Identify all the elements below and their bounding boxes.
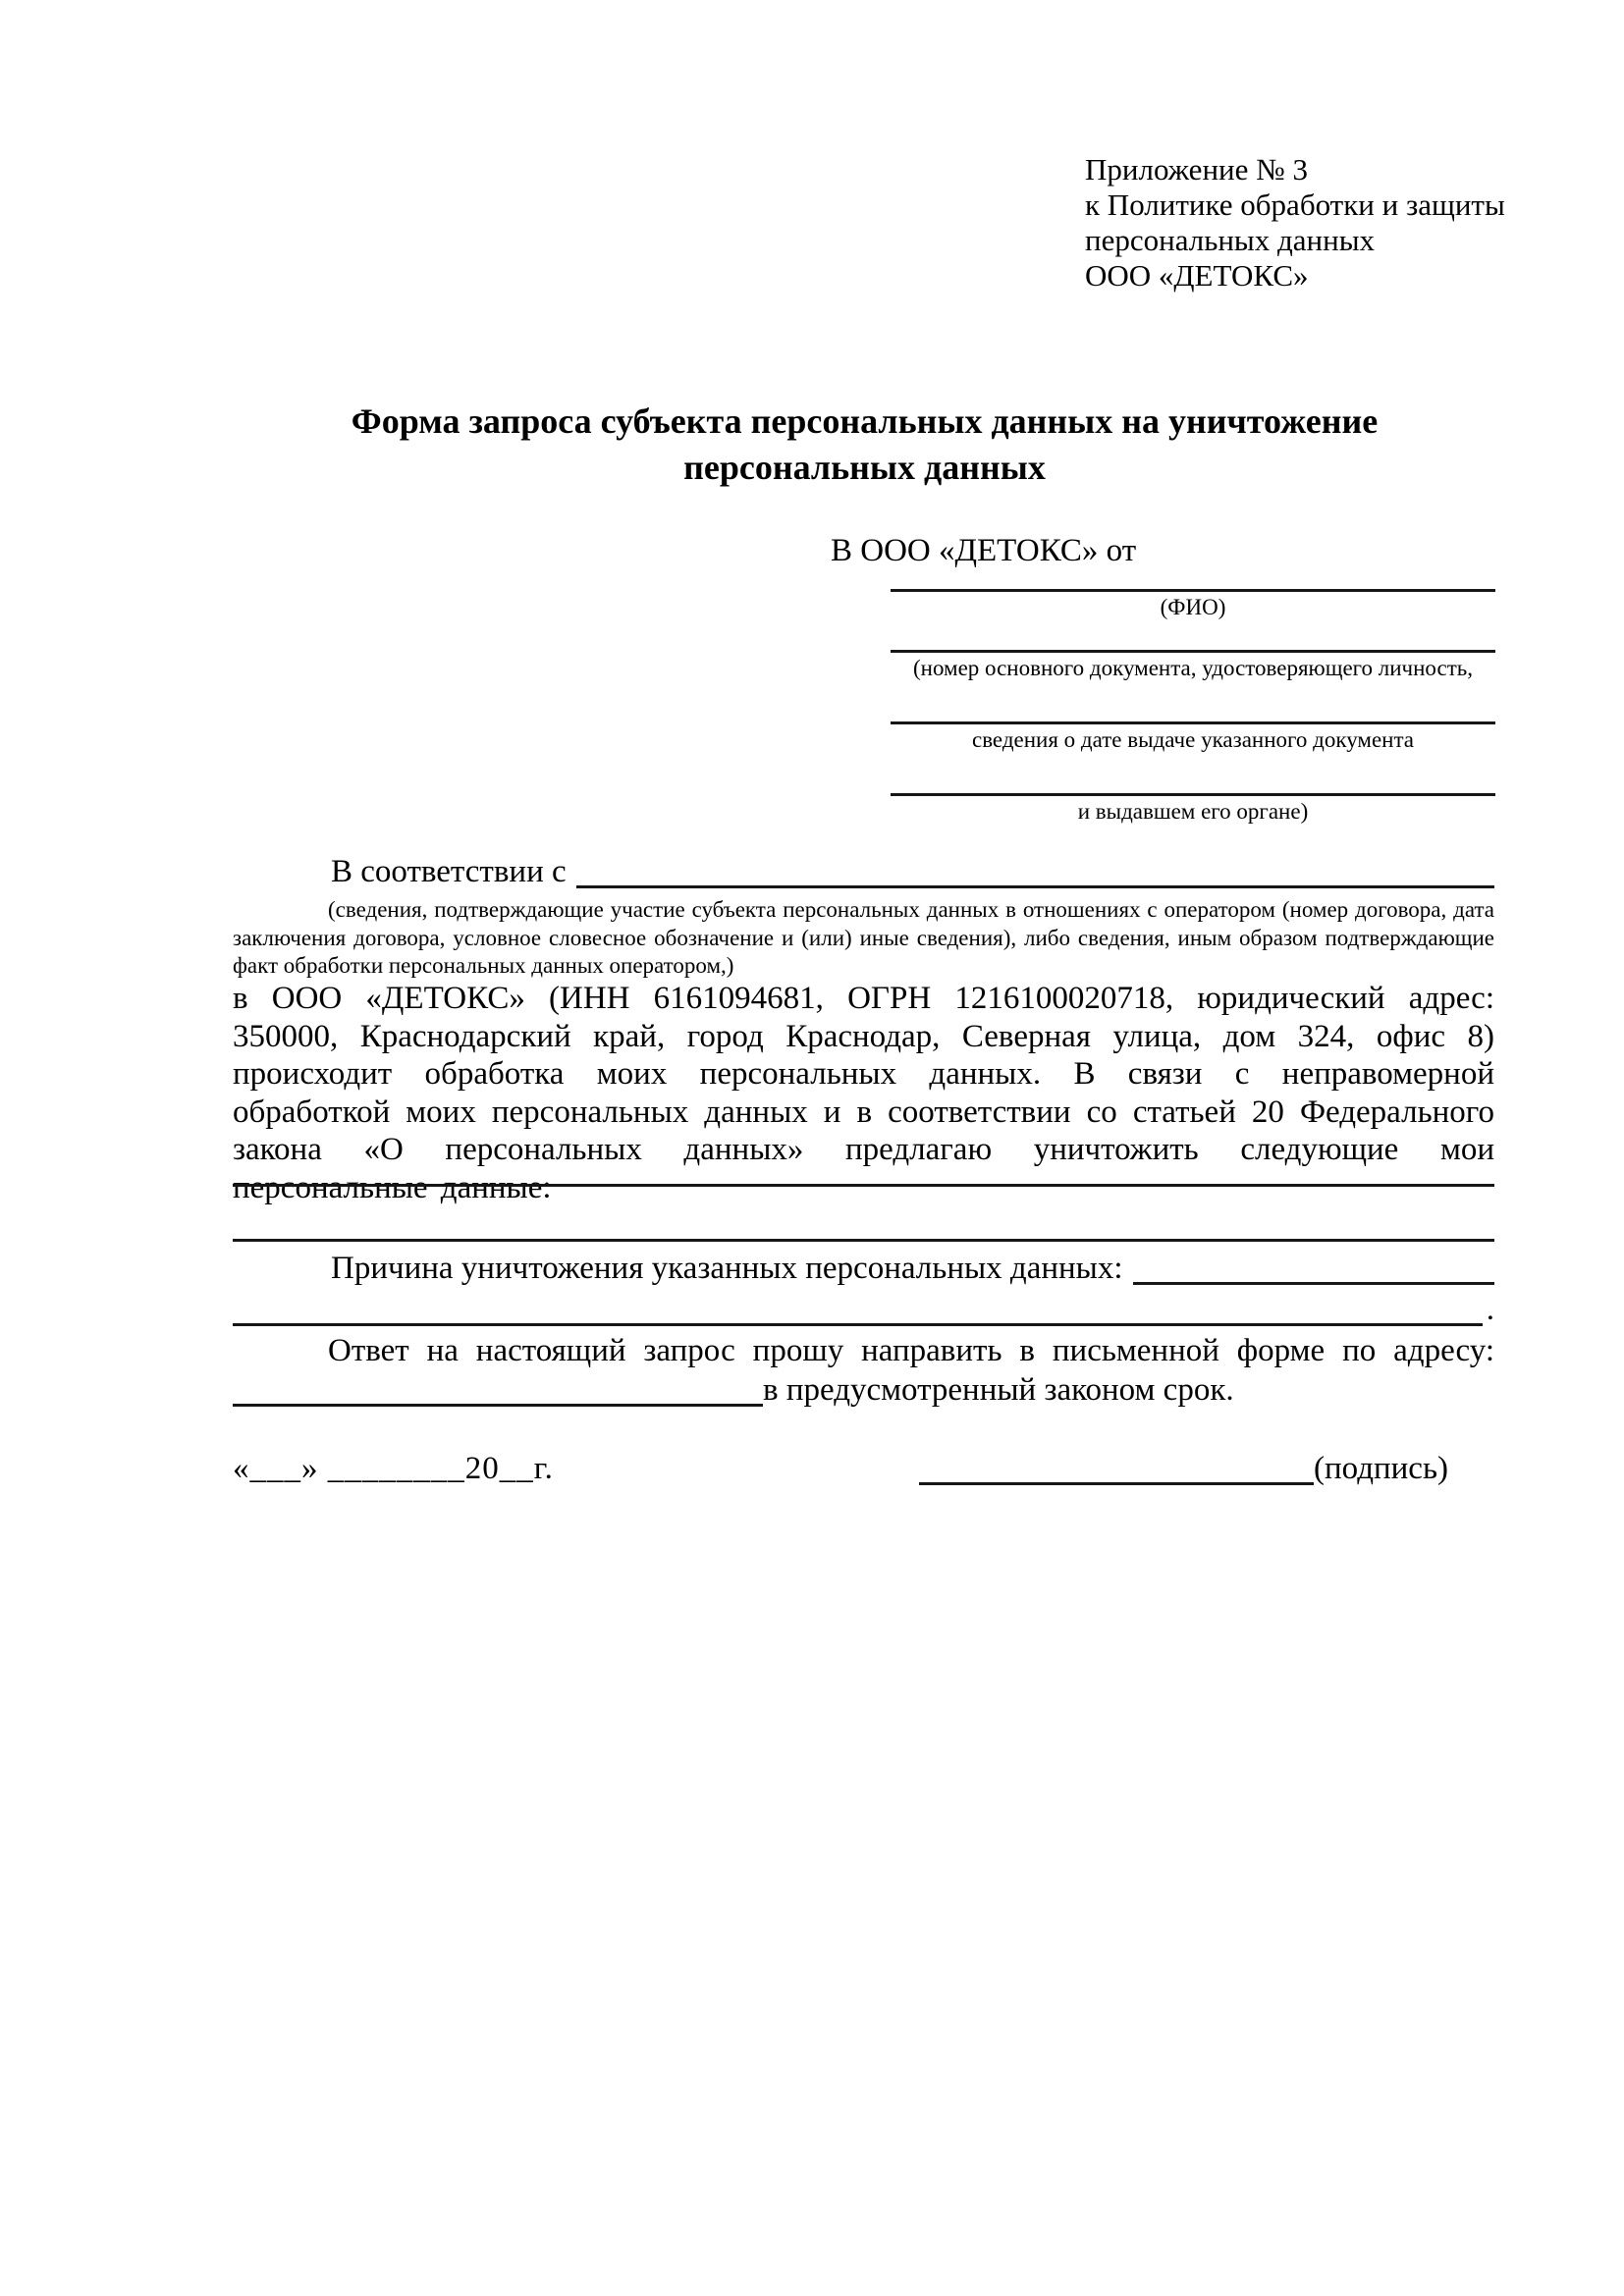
reply-request-line: Ответ на настоящий запрос прошу направить в письменной форме по адресу:: [328, 1333, 1494, 1368]
document-number-field-line: [891, 650, 1495, 653]
issue-date-field-caption: сведения о дате выдаче указанного документа: [971, 727, 1415, 752]
signature-blank-line: [919, 1482, 1314, 1485]
body-paragraph: в ООО «ДЕТОКС» (ИНН 6161094681, ОГРН 1216100020718, юридический адрес: 350000, Краснодарский край, город Краснодар, Северная улица, дом 324, офис 8) происходит обработка моих персональных данных. В связи с неправомерной обработкой моих персональных данных и в соответствии со статьей 20 Федерального закона «О персональных данных» предлагаю уничтожить следующие мои персональные данные:: [233, 981, 1494, 1205]
reply-address-blank-line: [233, 1404, 763, 1407]
page-title: [235, 399, 1494, 491]
reason-terminator: .: [1486, 1292, 1494, 1327]
annex-header-line: к Политике обработки и защиты: [1085, 187, 1505, 222]
footer-row: [233, 1449, 1494, 1488]
accordance-lead-text: В соответствии с: [331, 854, 567, 889]
page-title-line: Форма запроса субъекта персональных данных на уничтожение: [351, 401, 1379, 441]
document-number-field-caption: (номер основного документа, удостоверяющего личность,: [912, 656, 1473, 680]
reply-address-row: [233, 1370, 1494, 1410]
date-blank-text: «___» ________20__г.: [233, 1451, 554, 1486]
addressee-to-line: В ООО «ДЕТОКС» от: [831, 533, 1137, 568]
annex-header: [1085, 152, 1505, 294]
reason-label: Причина уничтожения указанных персональных данных:: [331, 1251, 1123, 1286]
reason-continuation-blank-line: [233, 1323, 1483, 1326]
accordance-row: [331, 852, 1494, 891]
annex-header-line: Приложение № 3: [1085, 152, 1308, 187]
personal-data-blank-line-2: [233, 1239, 1494, 1242]
reply-tail-text: в предусмотренный законом срок.: [763, 1372, 1234, 1408]
fio-field-line: [891, 589, 1495, 592]
page-title-line: персональных данных: [683, 448, 1046, 487]
issuing-authority-field-caption: и выдавшем его органе): [1077, 799, 1309, 824]
personal-data-blank-line-1: [233, 1184, 1494, 1187]
signature-caption: (подпись): [1314, 1451, 1448, 1486]
annex-header-line: персональных данных: [1085, 223, 1376, 257]
accordance-footnote: (сведения, подтверждающие участие субъекта персональных данных в отношениях с оператором (номер договора, дата заключения договора, условное словесное обозначение и (или) иные сведения), либо сведения, иным образом подтверждающие факт обработки персональных данных оператором,): [233, 897, 1494, 978]
signature-group: [919, 1449, 1494, 1488]
reason-row: [331, 1249, 1494, 1288]
issue-date-field-line: [891, 721, 1495, 724]
fio-field-caption: (ФИО): [1160, 595, 1226, 619]
reason-continuation-row: [233, 1290, 1494, 1329]
accordance-blank-line: [576, 885, 1494, 888]
reason-blank-line: [1133, 1282, 1494, 1285]
annex-header-line: ООО «ДЕТОКС»: [1085, 258, 1309, 293]
issuing-authority-field-line: [891, 793, 1495, 796]
